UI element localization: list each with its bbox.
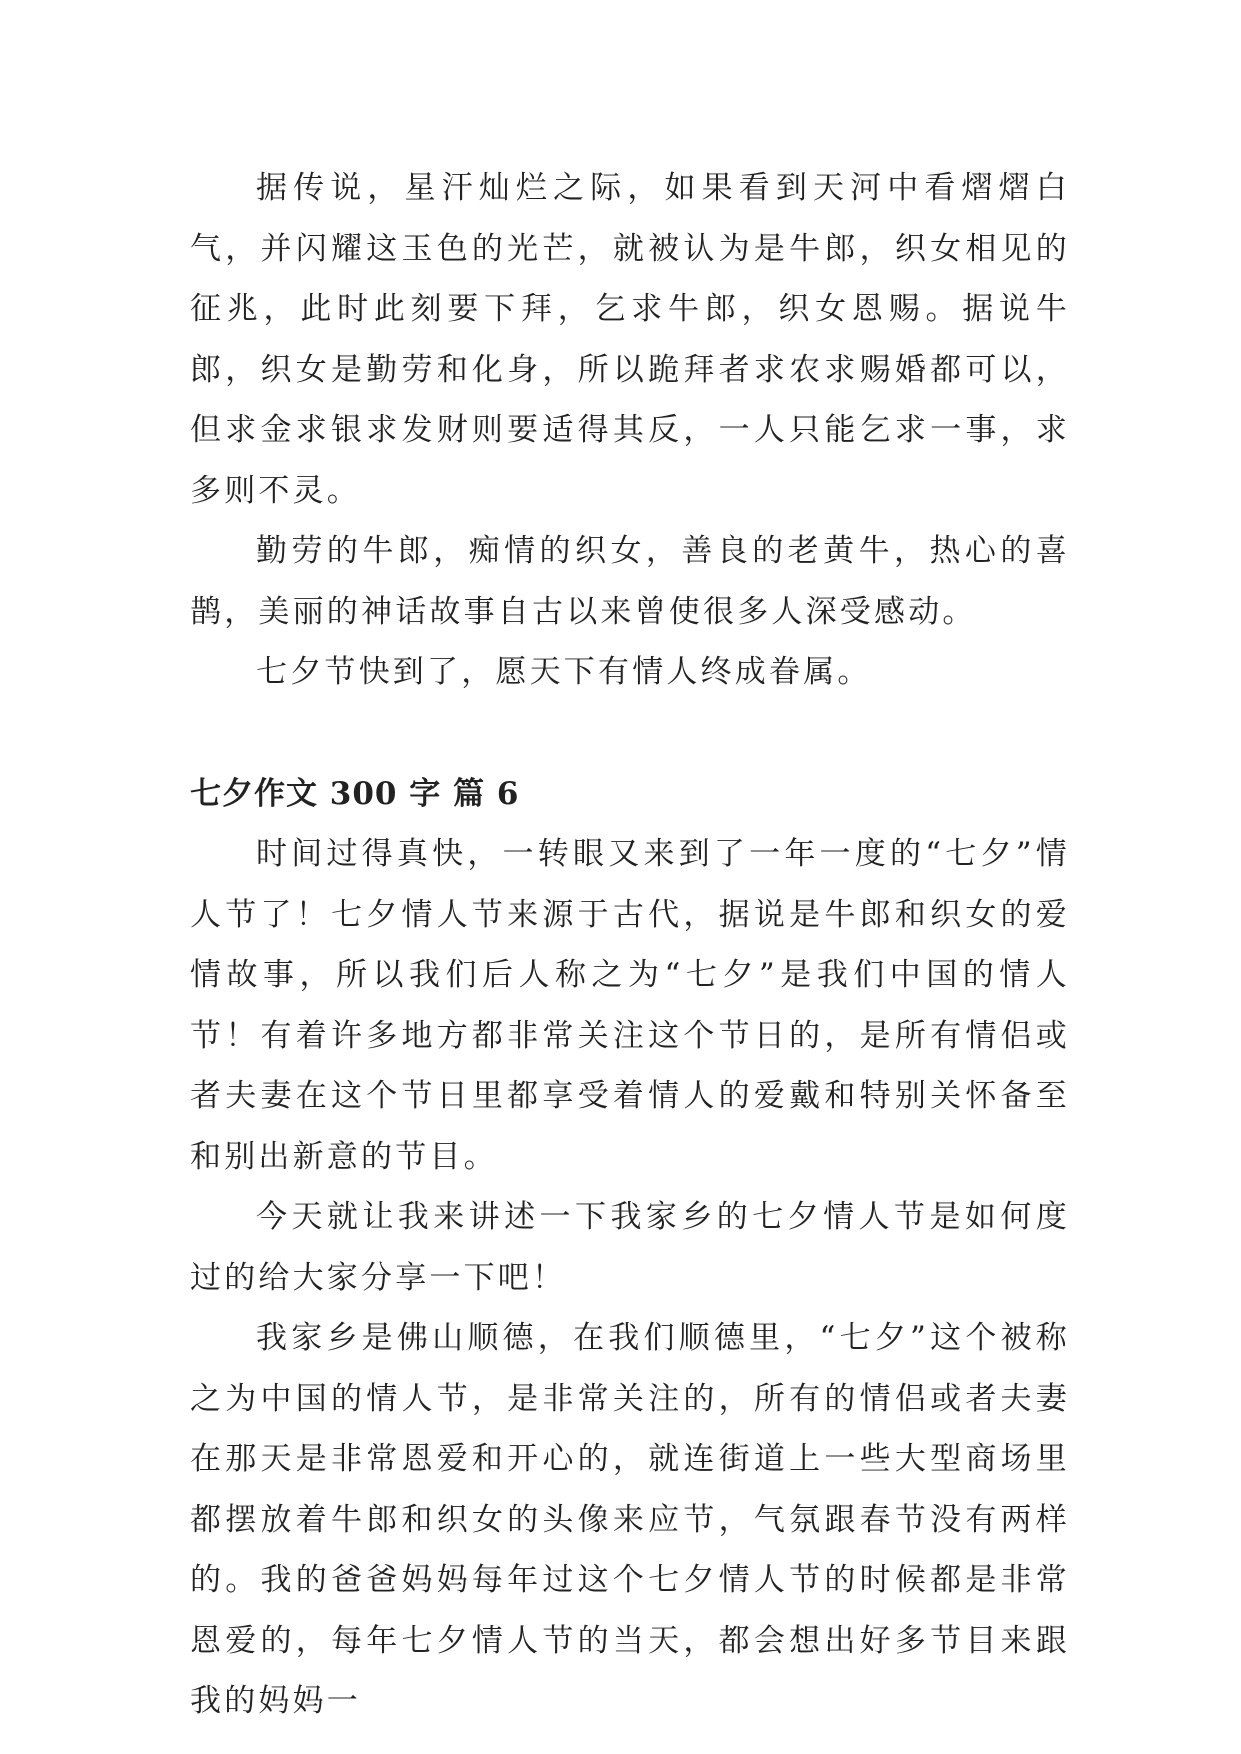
paragraph-hometown: 我家乡是佛山顺德，在我们顺德里，“七夕”这个被称之为中国的情人节，是非常关注的，所有的情侣或者夫妻在那天是非常恩爱和开心的，就连街道上一些大型商场里都摆放着牛郎和织女的头像来应节，气氛跟春节没有两样的。我的爸爸妈妈每年过这个七夕情人节的时候都是非常恩爱的，每年七夕情人节的当天，都会想出好多节目来跟我的妈妈一 xyxy=(190,1320,1070,1719)
paragraph-share: 今天就让我来讲述一下我家乡的七夕情人节是如何度过的给大家分享一下吧！ xyxy=(190,1199,1070,1296)
paragraph-characters: 勤劳的牛郎，痴情的织女，善良的老黄牛，热心的喜鹊，美丽的神话故事自古以来曾使很多人深受感动。 xyxy=(190,533,1070,630)
paragraph-intro: 时间过得真快，一转眼又来到了一年一度的“七夕”情人节了！七夕情人节来源于古代，据说是牛郎和织女的爱情故事，所以我们后人称之为“七夕”是我们中国的情人节！有着许多地方都非常关注这个节日的，是所有情侣或者夫妻在这个节日里都享受着情人的爱戴和特别关怀备至和别出新意的节目。 xyxy=(190,836,1070,1175)
paragraph-legend: 据传说，星汗灿烂之际，如果看到天河中看熠熠白气，并闪耀这玉色的光芒，就被认为是牛郎，织女相见的征兆，此时此刻要下拜，乞求牛郎，织女恩赐。据说牛郎，织女是勤劳和化身，所以跪拜者求农求赐婚都可以，但求金求银求发财则要适得其反，一人只能乞求一事，求多则不灵。 xyxy=(190,170,1070,509)
section-title: 七夕作文 300 字 篇 6 xyxy=(190,775,520,812)
document-body xyxy=(190,158,1070,1732)
paragraph-wish: 七夕节快到了，愿天下有情人终成眷属。 xyxy=(256,654,872,690)
